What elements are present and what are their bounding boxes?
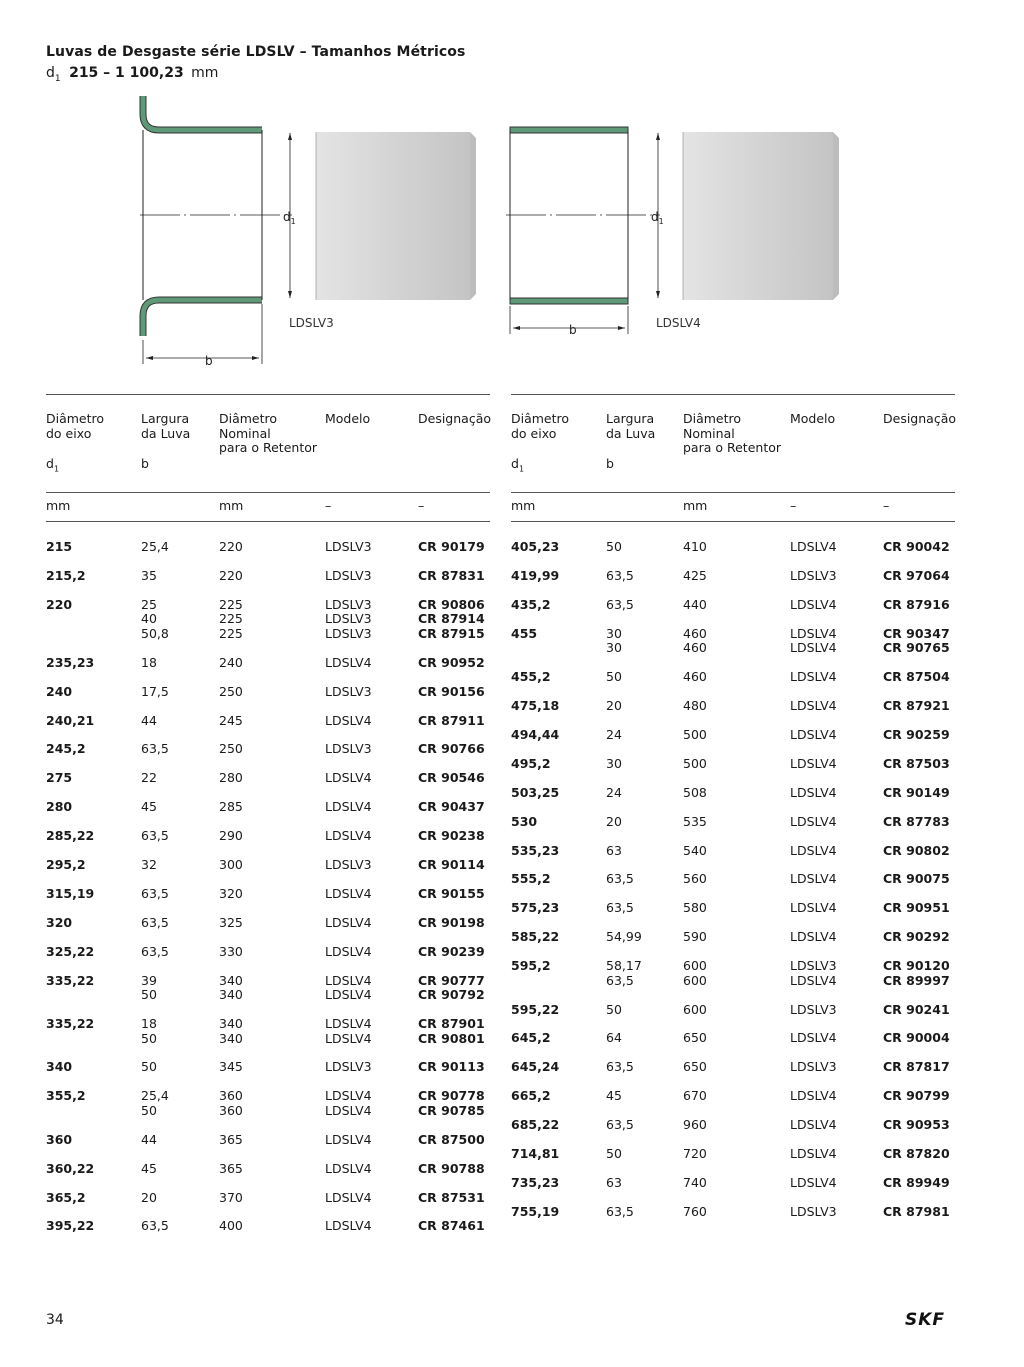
cell-nominal: 720 bbox=[683, 1146, 707, 1161]
col-header-designation: Designação bbox=[418, 411, 491, 426]
cell-d1: 280 bbox=[46, 799, 73, 815]
cell-model: LDSLV3 LDSLV4 bbox=[790, 958, 837, 988]
cell-model: LDSLV4 bbox=[790, 900, 837, 916]
cell-b: 18 bbox=[141, 654, 157, 670]
unit-designation: – bbox=[418, 498, 425, 513]
cell-b: 20 bbox=[606, 813, 622, 829]
dim-label-b-left: b bbox=[205, 354, 213, 368]
cell-model: LDSLV3 bbox=[325, 683, 372, 699]
cell-b: 50 bbox=[606, 1001, 622, 1017]
cell-designation: CR 87921 bbox=[883, 698, 950, 713]
cell-nominal: 508 bbox=[683, 784, 707, 800]
cell-model: LDSLV4 bbox=[790, 929, 837, 945]
cell-d1: 503,25 bbox=[511, 784, 560, 800]
sleeve-drawing bbox=[0, 90, 1024, 380]
col-header-width: Largura da Luva bbox=[606, 411, 656, 441]
col-header-model: Modelo bbox=[790, 411, 836, 426]
cell-d1: 325,22 bbox=[46, 943, 95, 959]
cell-d1: 215 bbox=[46, 539, 73, 554]
cell-d1: 685,22 bbox=[511, 1117, 560, 1133]
cell-model: LDSLV4 bbox=[325, 1218, 372, 1234]
cell-b: 32 bbox=[141, 857, 157, 872]
col-header-nominal: Diâmetro Nominal para o Retentor bbox=[683, 411, 782, 455]
cell-b: 39 50 bbox=[141, 972, 157, 1003]
cell-b: 58,17 63,5 bbox=[606, 958, 642, 988]
cell-nominal: 600 600 bbox=[683, 958, 707, 988]
cell-model: LDSLV4 bbox=[790, 726, 837, 742]
cell-model: LDSLV3 bbox=[325, 741, 372, 757]
cell-d1: 494,44 bbox=[511, 726, 560, 742]
subtitle-unit: mm bbox=[191, 65, 219, 81]
cell-b: 63,5 bbox=[141, 1218, 169, 1234]
unit-model: – bbox=[790, 498, 797, 513]
header-rule-bottom bbox=[511, 521, 955, 522]
cell-designation: CR 90806 CR 87914 CR 87915 bbox=[418, 596, 485, 641]
cell-nominal: 325 bbox=[219, 914, 243, 930]
cell-nominal: 425 bbox=[683, 567, 707, 583]
ldslv4-profile bbox=[506, 127, 839, 334]
cell-d1: 240 bbox=[46, 683, 73, 699]
cell-designation: CR 90292 bbox=[883, 929, 950, 945]
symbol-b: b bbox=[141, 456, 149, 471]
cell-b: 30 30 bbox=[606, 625, 622, 656]
cell-d1: 530 bbox=[511, 813, 538, 829]
cell-b: 63,5 bbox=[606, 871, 634, 887]
cell-model: LDSLV4 bbox=[325, 914, 372, 930]
cell-model: LDSLV4 bbox=[790, 539, 837, 554]
cell-nominal: 480 bbox=[683, 698, 707, 713]
cell-model: LDSLV4 bbox=[790, 1088, 837, 1104]
cell-nominal: 580 bbox=[683, 900, 707, 916]
dim-label-d1-left: $d_1$ bbox=[283, 210, 296, 226]
cell-d1: 285,22 bbox=[46, 828, 95, 844]
cell-b: 24 bbox=[606, 784, 622, 800]
cell-b: 63,5 bbox=[141, 885, 169, 901]
unit-shaft: mm bbox=[46, 498, 71, 513]
cell-designation: CR 90546 bbox=[418, 770, 485, 786]
cell-nominal: 285 bbox=[219, 799, 243, 815]
cell-model: LDSLV4 bbox=[325, 654, 372, 670]
cell-nominal: 460 460 bbox=[683, 625, 707, 656]
cell-designation: CR 90156 bbox=[418, 683, 485, 699]
cell-b: 44 bbox=[141, 1131, 157, 1147]
cell-b: 35 bbox=[141, 567, 157, 583]
cell-b: 45 bbox=[141, 799, 157, 815]
cell-nominal: 340 340 bbox=[219, 1016, 243, 1046]
cell-designation: CR 90113 bbox=[418, 1059, 485, 1075]
cell-d1: 295,2 bbox=[46, 857, 86, 872]
cell-b: 63,5 bbox=[606, 567, 634, 583]
cell-b: 30 bbox=[606, 755, 622, 771]
cell-d1: 495,2 bbox=[511, 755, 551, 771]
cell-nominal: 960 bbox=[683, 1117, 707, 1133]
cell-model: LDSLV4 bbox=[790, 784, 837, 800]
cell-model: LDSLV4 bbox=[325, 828, 372, 844]
page-number: 34 bbox=[46, 1312, 64, 1328]
cell-b: 63,5 bbox=[141, 914, 169, 930]
subtitle-subscript: 1 bbox=[54, 73, 61, 84]
cell-d1: 755,19 bbox=[511, 1203, 560, 1219]
cell-d1: 405,23 bbox=[511, 539, 560, 554]
cell-designation: CR 90004 bbox=[883, 1030, 950, 1046]
cell-nominal: 250 bbox=[219, 683, 243, 699]
cell-model: LDSLV4 bbox=[790, 755, 837, 771]
cell-model: LDSLV4 bbox=[325, 885, 372, 901]
subtitle-range: 215 – 1 100,23 bbox=[69, 65, 184, 81]
cell-d1: 340 bbox=[46, 1059, 73, 1075]
cell-designation: CR 90437 bbox=[418, 799, 485, 815]
cell-d1: 240,21 bbox=[46, 712, 95, 728]
cell-nominal: 280 bbox=[219, 770, 243, 786]
symbol-b: b bbox=[606, 456, 614, 471]
header-rule-mid bbox=[511, 492, 955, 493]
cell-nominal: 290 bbox=[219, 828, 243, 844]
cell-d1: 455 bbox=[511, 625, 538, 641]
cell-d1: 320 bbox=[46, 914, 73, 930]
cell-d1: 555,2 bbox=[511, 871, 551, 887]
cell-designation: CR 90259 bbox=[883, 726, 950, 742]
cell-b: 17,5 bbox=[141, 683, 169, 699]
cell-model: LDSLV4 bbox=[790, 871, 837, 887]
col-header-width: Largura da Luva bbox=[141, 411, 191, 441]
unit-nominal: mm bbox=[683, 498, 708, 513]
cell-b: 50 bbox=[606, 669, 622, 685]
cell-nominal: 600 bbox=[683, 1001, 707, 1017]
cell-d1: 360,22 bbox=[46, 1160, 95, 1176]
col-header-nominal: Diâmetro Nominal para o Retentor bbox=[219, 411, 318, 455]
cell-model: LDSLV4 LDSLV4 bbox=[325, 1016, 372, 1046]
cell-designation: CR 90042 bbox=[883, 539, 950, 554]
cell-d1: 735,23 bbox=[511, 1174, 560, 1190]
cell-nominal: 500 bbox=[683, 726, 707, 742]
cell-model: LDSLV4 bbox=[790, 842, 837, 858]
cell-nominal: 245 bbox=[219, 712, 243, 728]
cell-model: LDSLV3 bbox=[790, 1001, 837, 1017]
cell-model: LDSLV3 bbox=[325, 857, 372, 872]
model-label-ldslv3: LDSLV3 bbox=[289, 316, 334, 330]
cell-b: 50 bbox=[606, 1146, 622, 1161]
cell-designation: CR 90766 bbox=[418, 741, 485, 757]
cell-model: LDSLV4 bbox=[790, 596, 837, 612]
cell-d1: 575,23 bbox=[511, 900, 560, 916]
cell-nominal: 590 bbox=[683, 929, 707, 945]
cell-model: LDSLV4 bbox=[790, 698, 837, 713]
cell-designation: CR 87504 bbox=[883, 669, 950, 685]
cell-model: LDSLV4 bbox=[790, 813, 837, 829]
cell-nominal: 225 225 225 bbox=[219, 596, 243, 641]
cell-designation: CR 87901 CR 90801 bbox=[418, 1016, 485, 1046]
cell-b: 45 bbox=[606, 1088, 622, 1104]
cell-model: LDSLV3 bbox=[325, 1059, 372, 1075]
cell-d1: 714,81 bbox=[511, 1146, 560, 1161]
cell-nominal: 345 bbox=[219, 1059, 243, 1075]
skf-logo bbox=[905, 1310, 957, 1328]
cell-designation: CR 87820 bbox=[883, 1146, 950, 1161]
cell-designation: CR 87500 bbox=[418, 1131, 485, 1147]
cell-nominal: 220 bbox=[219, 567, 243, 583]
col-header-model: Modelo bbox=[325, 411, 371, 426]
page-subtitle bbox=[46, 65, 218, 84]
cell-d1: 475,18 bbox=[511, 698, 560, 713]
cell-designation: CR 90114 bbox=[418, 857, 485, 872]
cell-nominal: 370 bbox=[219, 1189, 243, 1205]
cell-designation: CR 90149 bbox=[883, 784, 950, 800]
dim-label-d1-right: $d_1$ bbox=[651, 210, 664, 226]
cell-nominal: 360 360 bbox=[219, 1088, 243, 1118]
cell-b: 25 40 50,8 bbox=[141, 596, 169, 641]
cell-b: 45 bbox=[141, 1160, 157, 1176]
cell-designation: CR 90155 bbox=[418, 885, 485, 901]
model-label-ldslv4: LDSLV4 bbox=[656, 316, 701, 330]
cell-d1: 585,22 bbox=[511, 929, 560, 945]
cell-b: 22 bbox=[141, 770, 157, 786]
cell-model: LDSLV4 bbox=[325, 1189, 372, 1205]
cell-d1: 335,22 bbox=[46, 972, 95, 988]
cell-designation: CR 87503 bbox=[883, 755, 950, 771]
cell-d1: 360 bbox=[46, 1131, 73, 1147]
cell-designation: CR 89949 bbox=[883, 1174, 950, 1190]
cell-d1: 215,2 bbox=[46, 567, 86, 583]
cell-b: 63,5 bbox=[606, 900, 634, 916]
cell-nominal: 320 bbox=[219, 885, 243, 901]
cell-nominal: 440 bbox=[683, 596, 707, 612]
cell-designation: CR 97064 bbox=[883, 567, 950, 583]
cell-nominal: 240 bbox=[219, 654, 243, 670]
cell-d1: 645,24 bbox=[511, 1059, 560, 1075]
header-rule-top bbox=[46, 394, 490, 395]
cell-d1: 245,2 bbox=[46, 741, 86, 757]
col-header-shaft: Diâmetro do eixo bbox=[46, 411, 105, 441]
unit-designation: – bbox=[883, 498, 890, 513]
cell-b: 63,5 bbox=[606, 1117, 634, 1133]
cell-model: LDSLV4 LDSLV4 bbox=[325, 972, 372, 1003]
cell-nominal: 740 bbox=[683, 1174, 707, 1190]
cell-model: LDSLV4 bbox=[790, 1117, 837, 1133]
cell-designation: CR 87911 bbox=[418, 712, 485, 728]
cell-model: LDSLV4 bbox=[325, 799, 372, 815]
cell-designation: CR 87981 bbox=[883, 1203, 950, 1219]
cell-d1: 395,22 bbox=[46, 1218, 95, 1234]
cell-designation: CR 90075 bbox=[883, 871, 950, 887]
cell-model: LDSLV4 bbox=[790, 1030, 837, 1046]
cell-designation: CR 90239 bbox=[418, 943, 485, 959]
col-header-shaft: Diâmetro do eixo bbox=[511, 411, 570, 441]
cell-nominal: 535 bbox=[683, 813, 707, 829]
cell-nominal: 500 bbox=[683, 755, 707, 771]
svg-text:SKF: SKF bbox=[905, 1310, 946, 1328]
cell-designation: CR 90953 bbox=[883, 1117, 950, 1133]
cell-b: 63,5 bbox=[141, 741, 169, 757]
cell-b: 20 bbox=[141, 1189, 157, 1205]
cell-model: LDSLV3 bbox=[325, 539, 372, 554]
cell-designation: CR 90120 CR 89997 bbox=[883, 958, 950, 988]
cell-model: LDSLV3 LDSLV3 LDSLV3 bbox=[325, 596, 372, 641]
cell-designation: CR 90788 bbox=[418, 1160, 485, 1176]
cell-b: 63 bbox=[606, 1174, 622, 1190]
cell-model: LDSLV4 bbox=[790, 1174, 837, 1190]
subtitle-symbol: d bbox=[46, 65, 55, 81]
cell-b: 24 bbox=[606, 726, 622, 742]
cell-designation: CR 87461 bbox=[418, 1218, 485, 1234]
cell-model: LDSLV4 LDSLV4 bbox=[325, 1088, 372, 1118]
cell-nominal: 340 340 bbox=[219, 972, 243, 1003]
cell-d1: 645,2 bbox=[511, 1030, 551, 1046]
dim-label-b-right: b bbox=[569, 323, 577, 337]
cell-nominal: 650 bbox=[683, 1059, 707, 1075]
cell-b: 20 bbox=[606, 698, 622, 713]
cell-b: 63,5 bbox=[141, 943, 169, 959]
symbol-d1: $d_1$ bbox=[46, 456, 60, 474]
cell-b: 63,5 bbox=[606, 1059, 634, 1075]
cell-designation: CR 90799 bbox=[883, 1088, 950, 1104]
cell-nominal: 330 bbox=[219, 943, 243, 959]
cell-b: 63,5 bbox=[141, 828, 169, 844]
cell-d1: 220 bbox=[46, 596, 73, 612]
cell-d1: 435,2 bbox=[511, 596, 551, 612]
cell-designation: CR 87916 bbox=[883, 596, 950, 612]
cell-designation: CR 90238 bbox=[418, 828, 485, 844]
cell-model: LDSLV3 bbox=[325, 567, 372, 583]
header-rule-top bbox=[511, 394, 955, 395]
cell-d1: 595,2 bbox=[511, 958, 551, 974]
header-rule-bottom bbox=[46, 521, 490, 522]
cell-b: 50 bbox=[141, 1059, 157, 1075]
cell-b: 63,5 bbox=[606, 596, 634, 612]
cell-designation: CR 87531 bbox=[418, 1189, 485, 1205]
cell-b: 25,4 bbox=[141, 539, 169, 554]
cell-model: LDSLV3 bbox=[790, 567, 837, 583]
cell-nominal: 220 bbox=[219, 539, 243, 554]
cell-model: LDSLV4 bbox=[790, 1146, 837, 1161]
cell-model: LDSLV4 LDSLV4 bbox=[790, 625, 837, 656]
cell-nominal: 400 bbox=[219, 1218, 243, 1234]
cell-b: 25,4 50 bbox=[141, 1088, 169, 1118]
cell-b: 64 bbox=[606, 1030, 622, 1046]
cell-nominal: 650 bbox=[683, 1030, 707, 1046]
cell-nominal: 460 bbox=[683, 669, 707, 685]
cell-model: LDSLV4 bbox=[325, 712, 372, 728]
cell-designation: CR 90198 bbox=[418, 914, 485, 930]
header-rule-mid bbox=[46, 492, 490, 493]
cell-model: LDSLV4 bbox=[325, 1160, 372, 1176]
cell-designation: CR 90241 bbox=[883, 1001, 950, 1017]
cell-d1: 365,2 bbox=[46, 1189, 86, 1205]
cell-nominal: 560 bbox=[683, 871, 707, 887]
cell-d1: 595,22 bbox=[511, 1001, 560, 1017]
cell-d1: 355,2 bbox=[46, 1088, 86, 1104]
cell-designation: CR 87831 bbox=[418, 567, 485, 583]
cell-d1: 665,2 bbox=[511, 1088, 551, 1104]
cell-d1: 235,23 bbox=[46, 654, 95, 670]
cell-nominal: 670 bbox=[683, 1088, 707, 1104]
cell-model: LDSLV3 bbox=[790, 1059, 837, 1075]
unit-nominal: mm bbox=[219, 498, 244, 513]
cell-designation: CR 90952 bbox=[418, 654, 485, 670]
cell-b: 63 bbox=[606, 842, 622, 858]
cell-nominal: 300 bbox=[219, 857, 243, 872]
cell-nominal: 540 bbox=[683, 842, 707, 858]
cell-designation: CR 90778 CR 90785 bbox=[418, 1088, 485, 1118]
cell-b: 54,99 bbox=[606, 929, 642, 945]
cell-nominal: 365 bbox=[219, 1131, 243, 1147]
cell-nominal: 365 bbox=[219, 1160, 243, 1176]
cell-b: 44 bbox=[141, 712, 157, 728]
cell-nominal: 760 bbox=[683, 1203, 707, 1219]
cell-designation: CR 90179 bbox=[418, 539, 485, 554]
cell-model: LDSLV4 bbox=[325, 1131, 372, 1147]
cell-d1: 335,22 bbox=[46, 1016, 95, 1031]
cell-d1: 535,23 bbox=[511, 842, 560, 858]
col-header-designation: Designação bbox=[883, 411, 956, 426]
cell-model: LDSLV4 bbox=[790, 669, 837, 685]
cell-designation: CR 90347 CR 90765 bbox=[883, 625, 950, 656]
cell-d1: 455,2 bbox=[511, 669, 551, 685]
cell-model: LDSLV3 bbox=[790, 1203, 837, 1219]
unit-model: – bbox=[325, 498, 332, 513]
cell-designation: CR 90802 bbox=[883, 842, 950, 858]
cell-nominal: 410 bbox=[683, 539, 707, 554]
cell-model: LDSLV4 bbox=[325, 943, 372, 959]
cell-b: 63,5 bbox=[606, 1203, 634, 1219]
cell-model: LDSLV4 bbox=[325, 770, 372, 786]
symbol-d1: $d_1$ bbox=[511, 456, 525, 474]
cell-b: 18 50 bbox=[141, 1016, 157, 1046]
cell-nominal: 250 bbox=[219, 741, 243, 757]
cell-designation: CR 90777 CR 90792 bbox=[418, 972, 485, 1003]
cell-d1: 275 bbox=[46, 770, 73, 786]
cell-b: 50 bbox=[606, 539, 622, 554]
cell-d1: 419,99 bbox=[511, 567, 560, 583]
unit-shaft: mm bbox=[511, 498, 536, 513]
cell-designation: CR 87817 bbox=[883, 1059, 950, 1075]
page-title: Luvas de Desgaste série LDSLV – Tamanhos Métricos bbox=[46, 44, 466, 60]
cell-designation: CR 90951 bbox=[883, 900, 950, 916]
cell-designation: CR 87783 bbox=[883, 813, 950, 829]
cell-d1: 315,19 bbox=[46, 885, 95, 901]
